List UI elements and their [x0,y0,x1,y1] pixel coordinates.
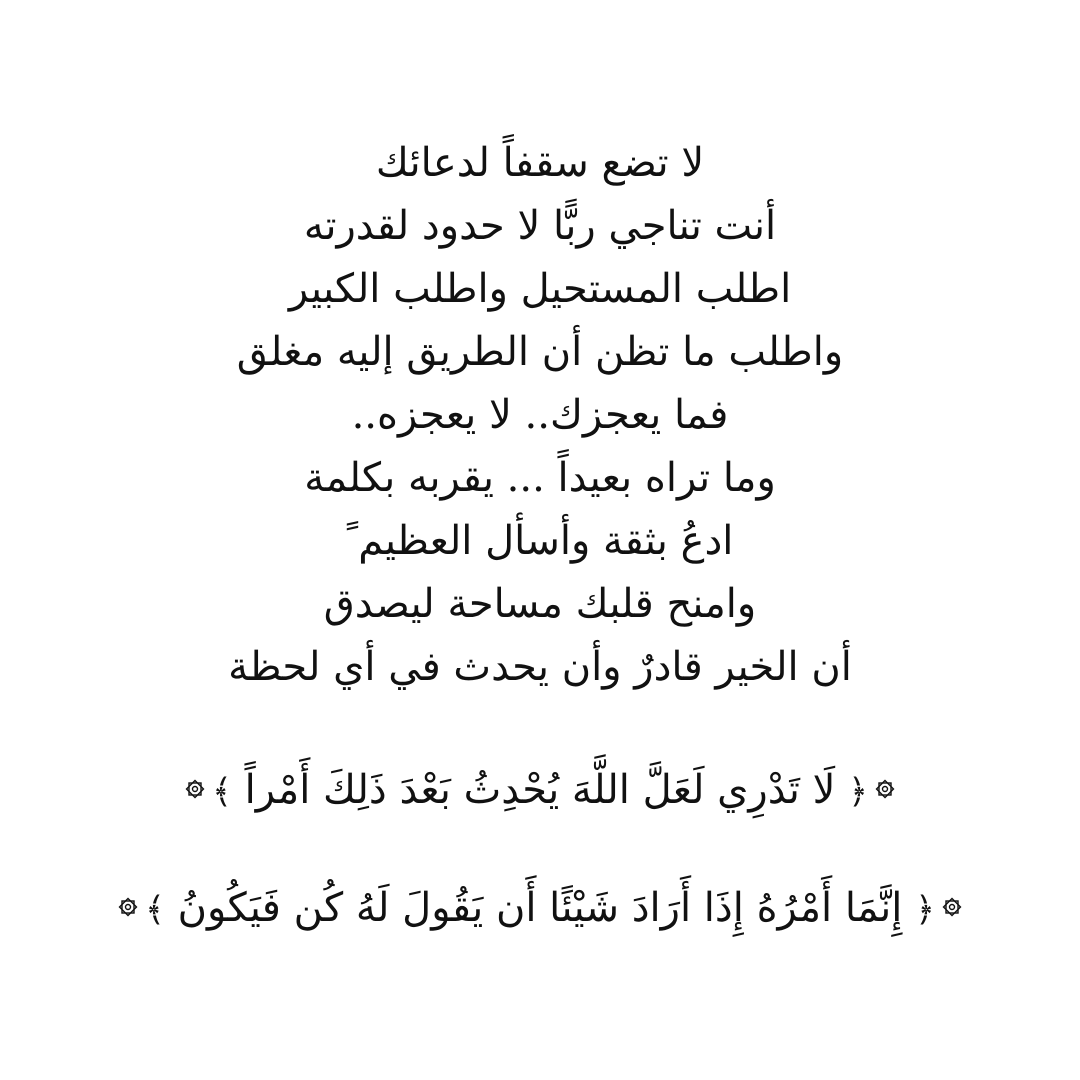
poem-line-2: أنت تناجي ربًّا لا حدود لقدرته [303,203,777,249]
star-ornament-icon [117,896,139,918]
poem-line-5: فما يعجزك.. لا يعجزه.. [351,392,729,438]
poem-block [0,132,1080,699]
verse-text: لَا تَدْرِي لَعَلَّ اللَّهَ يُحْدِثُ بَعْدَ ذَلِكَ أَمْراً [244,767,836,813]
poem-line-3: اطلب المستحيل واطلب الكبير [288,266,792,312]
star-ornament-icon [874,778,896,800]
star-ornament-icon [941,896,963,918]
quran-verse-1 [0,760,1080,822]
verse-open-bracket: ﴿ [848,772,869,812]
verse-close-bracket: ﴾ [211,772,232,812]
poem-line-4: واطلب ما تظن أن الطريق إليه مغلق [236,329,844,375]
poem-line-8: وامنح قلبك مساحة ليصدق [323,581,757,627]
poem-line-6: وما تراه بعيداً ... يقربه بكلمة [304,455,776,501]
poem-line-7: ادعُ بثقة وأسأل العظيم ً [346,518,734,564]
poem-line-1: لا تضع سقفاً لدعائك [375,140,705,186]
verse-open-bracket: ﴿ [915,890,936,930]
verse-text: إِنَّمَا أَمْرُهُ إِذَا أَرَادَ شَيْئًا أَن يَقُولَ لَهُ كُن فَيَكُونُ [177,885,903,931]
quran-verse-2 [0,878,1080,940]
star-ornament-icon [184,778,206,800]
verse-close-bracket: ﴾ [144,890,165,930]
poem-line-9: أن الخير قادرٌ وأن يحدث في أي لحظة [228,644,852,690]
